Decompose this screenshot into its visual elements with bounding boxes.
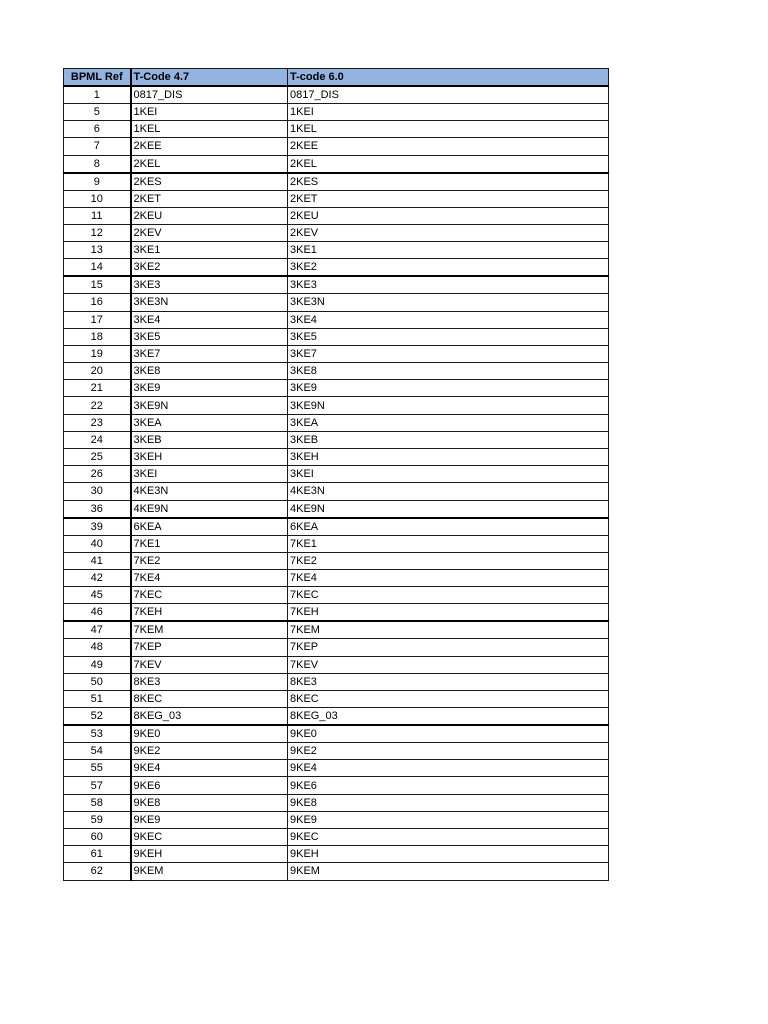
table-row — [64, 811, 609, 828]
cell-tcode-47: 8KEC — [131, 690, 288, 707]
table-row — [64, 259, 609, 277]
cell-bpml-ref: 18 — [64, 328, 131, 345]
cell-bpml-ref: 7 — [64, 138, 131, 155]
cell-bpml-ref: 23 — [64, 414, 131, 431]
table-row — [64, 673, 609, 690]
table-row — [64, 276, 609, 294]
table-row — [64, 190, 609, 207]
table-row — [64, 760, 609, 777]
cell-tcode-47: 3KE1 — [131, 242, 288, 259]
table-row — [64, 363, 609, 380]
cell-tcode-47: 7KEV — [131, 656, 288, 673]
cell-tcode-47: 4KE9N — [131, 500, 288, 518]
cell-bpml-ref: 60 — [64, 829, 131, 846]
table-row — [64, 121, 609, 138]
cell-tcode-60: 8KEC — [288, 690, 609, 707]
header-tcode-60: T-code 6.0 — [288, 69, 609, 87]
cell-tcode-60: 3KE4 — [288, 311, 609, 328]
cell-tcode-60: 9KE0 — [288, 725, 609, 743]
cell-tcode-60: 3KE3 — [288, 276, 609, 294]
cell-tcode-60: 3KEI — [288, 466, 609, 483]
cell-tcode-60: 3KEA — [288, 414, 609, 431]
cell-tcode-60: 1KEL — [288, 121, 609, 138]
cell-bpml-ref: 9 — [64, 173, 131, 191]
cell-tcode-47: 9KE4 — [131, 760, 288, 777]
table-row — [64, 725, 609, 743]
cell-bpml-ref: 41 — [64, 552, 131, 569]
cell-tcode-47: 1KEL — [131, 121, 288, 138]
cell-bpml-ref: 8 — [64, 155, 131, 173]
cell-bpml-ref: 22 — [64, 397, 131, 414]
cell-tcode-60: 2KEE — [288, 138, 609, 155]
cell-tcode-60: 7KEC — [288, 587, 609, 604]
table-row — [64, 500, 609, 518]
cell-bpml-ref: 58 — [64, 794, 131, 811]
table-row — [64, 397, 609, 414]
table-row — [64, 86, 609, 104]
cell-tcode-47: 3KE9N — [131, 397, 288, 414]
table-row — [64, 690, 609, 707]
cell-tcode-60: 7KEP — [288, 639, 609, 656]
cell-bpml-ref: 40 — [64, 535, 131, 552]
cell-tcode-47: 7KEC — [131, 587, 288, 604]
cell-bpml-ref: 15 — [64, 276, 131, 294]
cell-tcode-47: 8KEG_03 — [131, 708, 288, 726]
table-row — [64, 207, 609, 224]
cell-tcode-60: 3KEB — [288, 431, 609, 448]
table-row — [64, 380, 609, 397]
cell-bpml-ref: 48 — [64, 639, 131, 656]
table-row — [64, 794, 609, 811]
cell-tcode-60: 2KET — [288, 190, 609, 207]
table-row — [64, 604, 609, 622]
cell-tcode-47: 2KEL — [131, 155, 288, 173]
cell-bpml-ref: 53 — [64, 725, 131, 743]
cell-tcode-60: 9KEH — [288, 846, 609, 863]
cell-tcode-60: 9KEC — [288, 829, 609, 846]
cell-tcode-60: 3KE1 — [288, 242, 609, 259]
cell-tcode-47: 2KEE — [131, 138, 288, 155]
table-row — [64, 846, 609, 863]
cell-tcode-47: 9KE8 — [131, 794, 288, 811]
cell-tcode-47: 8KE3 — [131, 673, 288, 690]
cell-tcode-47: 1KEI — [131, 104, 288, 121]
table-row — [64, 449, 609, 466]
cell-tcode-60: 3KEH — [288, 449, 609, 466]
cell-tcode-47: 9KEM — [131, 863, 288, 880]
cell-tcode-47: 2KEV — [131, 224, 288, 241]
cell-tcode-47: 9KE9 — [131, 811, 288, 828]
cell-tcode-60: 3KE3N — [288, 294, 609, 311]
cell-bpml-ref: 39 — [64, 518, 131, 536]
cell-tcode-47: 9KEH — [131, 846, 288, 863]
cell-bpml-ref: 61 — [64, 846, 131, 863]
cell-bpml-ref: 42 — [64, 569, 131, 586]
cell-tcode-60: 4KE9N — [288, 500, 609, 518]
cell-bpml-ref: 20 — [64, 363, 131, 380]
cell-tcode-47: 7KE4 — [131, 569, 288, 586]
cell-bpml-ref: 45 — [64, 587, 131, 604]
cell-tcode-47: 2KEU — [131, 207, 288, 224]
cell-tcode-60: 6KEA — [288, 518, 609, 536]
table-row — [64, 639, 609, 656]
header-tcode-47: T-Code 4.7 — [131, 69, 288, 87]
table-row — [64, 483, 609, 500]
cell-tcode-47: 3KE9 — [131, 380, 288, 397]
table-row — [64, 224, 609, 241]
table-row — [64, 743, 609, 760]
table-row — [64, 431, 609, 448]
cell-bpml-ref: 26 — [64, 466, 131, 483]
cell-bpml-ref: 1 — [64, 86, 131, 104]
cell-tcode-60: 7KEH — [288, 604, 609, 622]
cell-tcode-60: 9KEM — [288, 863, 609, 880]
cell-tcode-47: 3KE3 — [131, 276, 288, 294]
cell-bpml-ref: 52 — [64, 708, 131, 726]
cell-tcode-47: 3KEI — [131, 466, 288, 483]
table-row — [64, 242, 609, 259]
cell-tcode-47: 3KEA — [131, 414, 288, 431]
cell-tcode-60: 7KEV — [288, 656, 609, 673]
cell-tcode-60: 9KE9 — [288, 811, 609, 828]
tcode-mapping-sheet — [63, 68, 608, 881]
cell-tcode-60: 8KEG_03 — [288, 708, 609, 726]
cell-bpml-ref: 24 — [64, 431, 131, 448]
table-row — [64, 466, 609, 483]
cell-tcode-60: 4KE3N — [288, 483, 609, 500]
cell-bpml-ref: 16 — [64, 294, 131, 311]
cell-tcode-47: 3KEH — [131, 449, 288, 466]
table-row — [64, 708, 609, 726]
cell-bpml-ref: 11 — [64, 207, 131, 224]
cell-bpml-ref: 25 — [64, 449, 131, 466]
cell-bpml-ref: 55 — [64, 760, 131, 777]
cell-tcode-47: 7KE2 — [131, 552, 288, 569]
table-row — [64, 777, 609, 794]
cell-bpml-ref: 10 — [64, 190, 131, 207]
table-row — [64, 552, 609, 569]
cell-tcode-60: 7KE1 — [288, 535, 609, 552]
cell-bpml-ref: 57 — [64, 777, 131, 794]
cell-tcode-60: 9KE2 — [288, 743, 609, 760]
cell-bpml-ref: 13 — [64, 242, 131, 259]
table-row — [64, 829, 609, 846]
cell-bpml-ref: 54 — [64, 743, 131, 760]
cell-tcode-47: 9KE6 — [131, 777, 288, 794]
cell-tcode-60: 7KE2 — [288, 552, 609, 569]
table-body — [64, 86, 609, 880]
cell-tcode-47: 3KEB — [131, 431, 288, 448]
cell-tcode-60: 0817_DIS — [288, 86, 609, 104]
cell-bpml-ref: 19 — [64, 345, 131, 362]
cell-bpml-ref: 6 — [64, 121, 131, 138]
table-row — [64, 104, 609, 121]
cell-tcode-47: 9KE0 — [131, 725, 288, 743]
cell-tcode-60: 8KE3 — [288, 673, 609, 690]
cell-tcode-60: 9KE8 — [288, 794, 609, 811]
cell-tcode-60: 3KE9N — [288, 397, 609, 414]
cell-bpml-ref: 59 — [64, 811, 131, 828]
cell-tcode-60: 2KES — [288, 173, 609, 191]
table-row — [64, 311, 609, 328]
cell-tcode-60: 9KE4 — [288, 760, 609, 777]
cell-tcode-60: 3KE2 — [288, 259, 609, 277]
cell-tcode-47: 7KE1 — [131, 535, 288, 552]
cell-bpml-ref: 46 — [64, 604, 131, 622]
cell-tcode-47: 9KE2 — [131, 743, 288, 760]
cell-bpml-ref: 21 — [64, 380, 131, 397]
cell-tcode-47: 3KE4 — [131, 311, 288, 328]
cell-tcode-60: 3KE7 — [288, 345, 609, 362]
cell-bpml-ref: 17 — [64, 311, 131, 328]
cell-tcode-47: 3KE2 — [131, 259, 288, 277]
cell-tcode-47: 3KE5 — [131, 328, 288, 345]
tcode-mapping-table — [63, 68, 609, 881]
cell-bpml-ref: 62 — [64, 863, 131, 880]
cell-bpml-ref: 47 — [64, 621, 131, 639]
cell-tcode-47: 3KE8 — [131, 363, 288, 380]
cell-bpml-ref: 51 — [64, 690, 131, 707]
table-row — [64, 345, 609, 362]
table-row — [64, 414, 609, 431]
header-row — [64, 69, 609, 87]
cell-tcode-47: 9KEC — [131, 829, 288, 846]
cell-bpml-ref: 50 — [64, 673, 131, 690]
cell-tcode-60: 7KEM — [288, 621, 609, 639]
table-row — [64, 587, 609, 604]
table-row — [64, 656, 609, 673]
table-row — [64, 138, 609, 155]
cell-bpml-ref: 49 — [64, 656, 131, 673]
cell-bpml-ref: 5 — [64, 104, 131, 121]
table-row — [64, 535, 609, 552]
table-row — [64, 294, 609, 311]
table-row — [64, 518, 609, 536]
table-header — [64, 69, 609, 87]
cell-tcode-47: 3KE7 — [131, 345, 288, 362]
cell-tcode-47: 6KEA — [131, 518, 288, 536]
cell-tcode-60: 3KE9 — [288, 380, 609, 397]
cell-bpml-ref: 12 — [64, 224, 131, 241]
table-row — [64, 621, 609, 639]
cell-tcode-60: 2KEV — [288, 224, 609, 241]
table-row — [64, 173, 609, 191]
cell-tcode-60: 1KEI — [288, 104, 609, 121]
table-row — [64, 155, 609, 173]
cell-tcode-47: 7KEP — [131, 639, 288, 656]
table-row — [64, 569, 609, 586]
cell-bpml-ref: 14 — [64, 259, 131, 277]
cell-tcode-60: 3KE5 — [288, 328, 609, 345]
header-bpml-ref: BPML Ref — [64, 69, 131, 87]
cell-tcode-47: 3KE3N — [131, 294, 288, 311]
cell-tcode-60: 3KE8 — [288, 363, 609, 380]
cell-tcode-47: 7KEM — [131, 621, 288, 639]
cell-tcode-60: 9KE6 — [288, 777, 609, 794]
cell-tcode-47: 2KET — [131, 190, 288, 207]
cell-bpml-ref: 36 — [64, 500, 131, 518]
cell-tcode-47: 0817_DIS — [131, 86, 288, 104]
cell-tcode-47: 2KES — [131, 173, 288, 191]
cell-tcode-60: 2KEL — [288, 155, 609, 173]
cell-tcode-47: 7KEH — [131, 604, 288, 622]
cell-tcode-47: 4KE3N — [131, 483, 288, 500]
cell-tcode-60: 2KEU — [288, 207, 609, 224]
cell-tcode-60: 7KE4 — [288, 569, 609, 586]
table-row — [64, 328, 609, 345]
cell-bpml-ref: 30 — [64, 483, 131, 500]
table-row — [64, 863, 609, 880]
